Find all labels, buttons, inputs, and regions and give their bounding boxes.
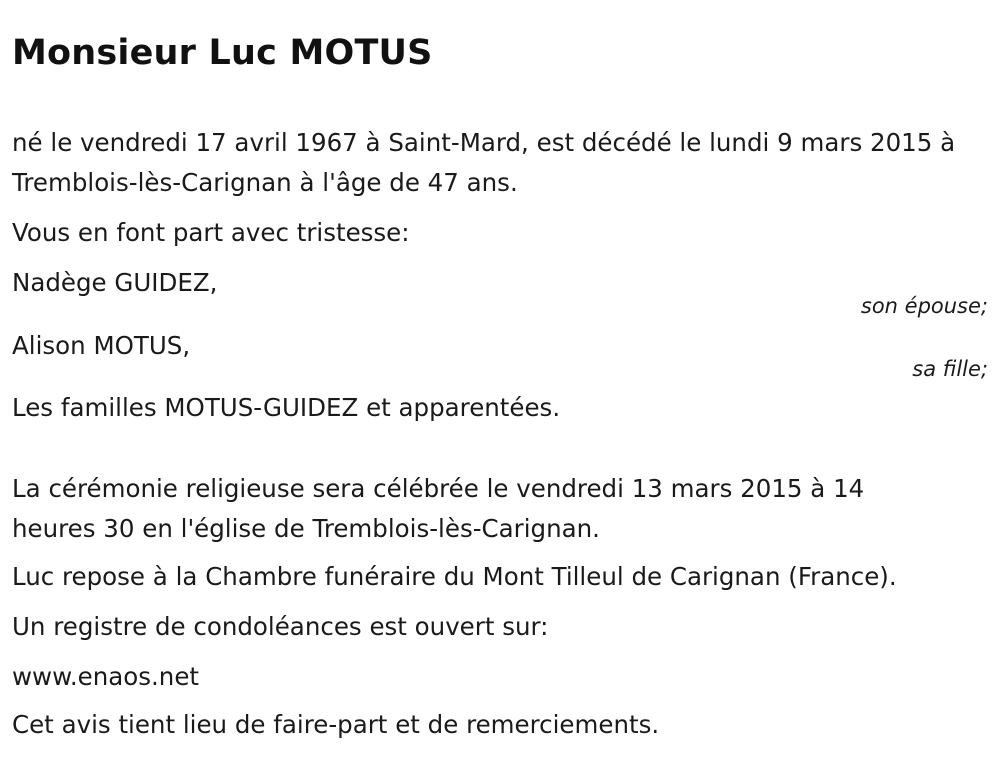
register-intro: Un registre de condoléances est ouvert sur: (12, 612, 549, 641)
closing-line: Cet avis tient lieu de faire-part et de remerciements. (12, 710, 660, 739)
announcement-intro: Vous en font part avec tristesse: (12, 218, 410, 247)
condolence-website-link[interactable]: www.enaos.net (12, 662, 200, 691)
mourner-name-2: Alison MOTUS, (12, 331, 191, 360)
repose-line: Luc repose à la Chambre funéraire du Mont Tilleul de Carignan (France). (12, 562, 897, 591)
mourner-relation-1: son épouse; (860, 294, 988, 318)
ceremony-paragraph: La cérémonie religieuse sera célébrée le vendredi 13 mars 2015 à 14 heures 30 en l'église de Tremblois-lès-Carignan. (12, 474, 865, 543)
mourner-relation-2: sa fille; (912, 357, 988, 381)
mourner-name-1: Nadège GUIDEZ, (12, 268, 218, 297)
birth-death-paragraph: né le vendredi 17 avril 1967 à Saint-Mard, est décédé le lundi 9 mars 2015 à Tremblois-lès-Carignan à l'âge de 47 ans. (12, 128, 956, 197)
deceased-name-title: Monsieur Luc MOTUS (12, 33, 433, 73)
families-line: Les familles MOTUS-GUIDEZ et apparentées. (12, 393, 561, 422)
